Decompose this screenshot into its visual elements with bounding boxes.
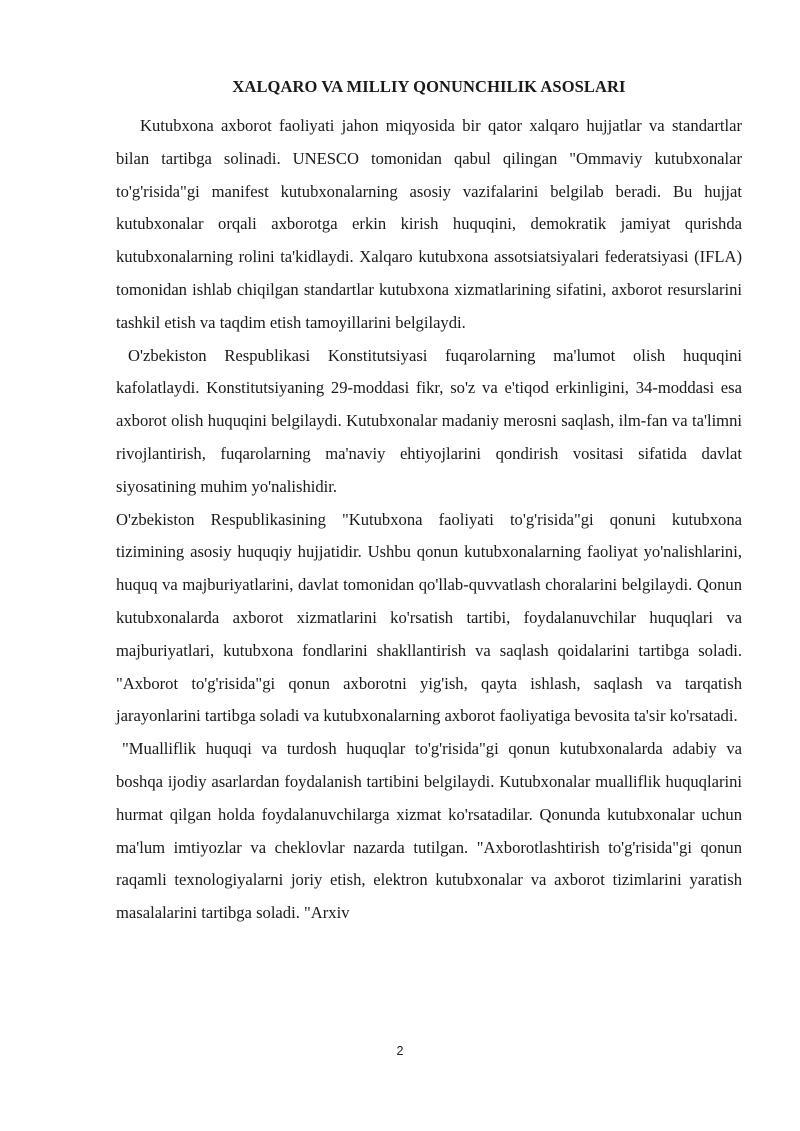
- page-content: [116, 76, 742, 930]
- paragraph-constitution: O'zbekiston Respublikasi Konstitutsiyasi fuqarolarning ma'lumot olish huquqini kafolatlaydi. Konstitutsiyaning 29-moddasi fikr, so'z va e'tiqod erkinligini, 34-moddasi esa axborot olish huquqini belgilaydi. Kutubxonalar madaniy merosni saqlash, ilm-fan va ta'limni rivojlantirish, fuqarolarning ma'naviy ehtiyojlarini qondirish vositasi sifatida davlat siyosatining muhim yo'nalishidir.: [116, 345, 742, 496]
- page-title: XALQARO VA MILLIY QONUNCHILIK ASOSLARI: [232, 77, 626, 96]
- paragraph-library-law: O'zbekiston Respublikasining "Kutubxona faoliyati to'g'risida"gi qonuni kutubxona tizimining asosiy huquqiy hujjatidir. Ushbu qonun kutubxonalarning faoliyat yo'nalishlarini, huquq va majburiyatlarini, davlat tomonidan qo'llab-quvvatlash choralarini belgilaydi. Qonun kutubxonalarda axborot xizmatlarini ko'rsatish tartibi, foydalanuvchilar huquqlari va majburiyatlari, kutubxona fondlarini shakllantirish va saqlash qoidalarini tartibga soladi. "Axborot to'g'risida"gi qonun axborotni yig'ish, qayta ishlash, saqlash va tarqatish jarayonlarini tartibga soladi va kutubxonalarning axborot faoliyatiga bevosita ta'sir ko'rsatadi.: [116, 509, 742, 726]
- paragraph-copyright-law: "Mualliflik huquqi va turdosh huquqlar to'g'risida"gi qonun kutubxonalarda adabiy va boshqa ijodiy asarlardan foydalanish tartibini belgilaydi. Kutubxonalar mualliflik huquqlarini hurmat qilgan holda foydalanuvchilarga xizmat ko'rsatadilar. Qonunda kutubxonalar uchun ma'lum imtiyozlar va cheklovlar nazarda tutilgan. "Axborotlashtirish to'g'risida"gi qonun raqamli texnologiyalarni joriy etish, elektron kutubxonalar va axborot tizimlarini yaratish masalalarini tartibga soladi. "Arxiv: [116, 739, 742, 923]
- paragraph-international-standards: Kutubxona axborot faoliyati jahon miqyosida bir qator xalqaro hujjatlar va standartlar bilan tartibga solinadi. UNESCO tomonidan qabul qilingan "Ommaviy kutubxonalar to'g'risida"gi manifest kutubxonalarning asosiy vazifalarini belgilab beradi. Bu hujjat kutubxonalar orqali axborotga erkin kirish huquqini, demokratik jamiyat qurishda kutubxonalarning rolini ta'kidlaydi. Xalqaro kutubxona assotsiatsiyalari federatsiyasi (IFLA) tomonidan ishlab chiqilgan standartlar kutubxona xizmatlarining sifatini, axborot resurslarini tashkil etish va taqdim etish tamoyillarini belgilaydi.: [116, 116, 742, 332]
- page-number: 2: [396, 1044, 404, 1058]
